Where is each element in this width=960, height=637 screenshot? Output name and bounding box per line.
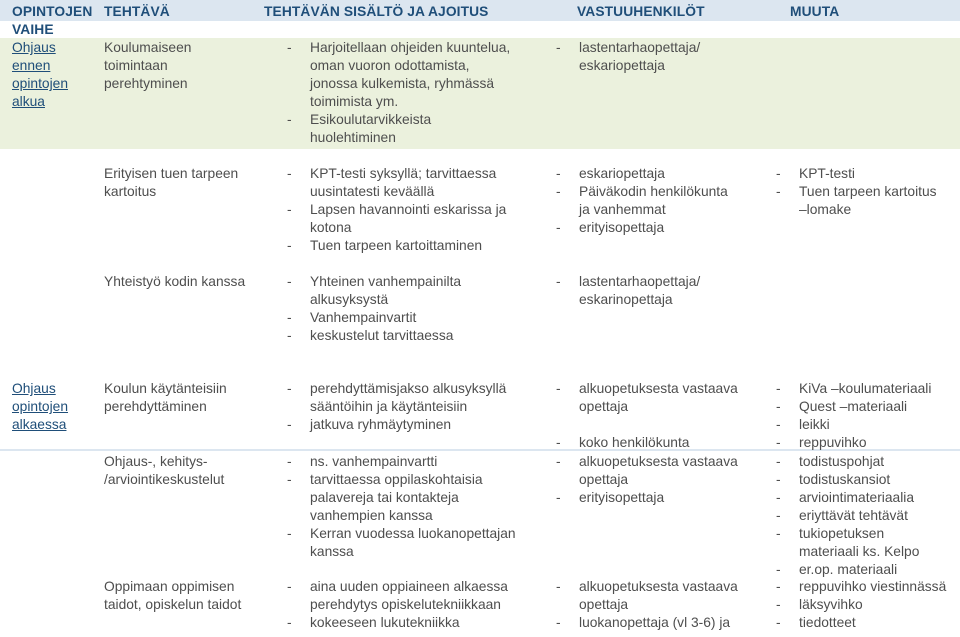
task-line: toimintaan <box>104 58 168 73</box>
content-list-item: - aina uuden oppiaineen alkaessa <box>287 578 508 596</box>
other-list-item: - reppuvihko viestinnässä <box>776 578 946 596</box>
responsible-cell <box>556 578 738 632</box>
responsible-list-item: opettaja <box>579 399 629 414</box>
content-list-item: - keskustelut tarvittaessa <box>287 327 461 345</box>
task-line: Erityisen tuen tarpeen <box>104 166 239 181</box>
content-list-item: kanssa <box>310 544 354 559</box>
header-content: TEHTÄVÄN SISÄLTÖ JA AJOITUS <box>264 4 489 19</box>
content-list-item: jonossa kulkemista, ryhmässä <box>310 76 495 91</box>
responsible-list-item: - lastentarhaopettaja/ <box>556 39 700 57</box>
task-cell <box>104 578 241 614</box>
header-phase: OPINTOJEN VAIHE <box>12 4 93 37</box>
responsible-list-item: - alkuopetuksesta vastaava <box>556 380 738 398</box>
task-line: perehdyttäminen <box>104 399 207 414</box>
content-list-item: - KPT-testi syksyllä; tarvittaessa <box>287 165 506 183</box>
content-list-item: - ns. vanhempainvartti <box>287 453 516 471</box>
task-cell <box>104 273 245 291</box>
task-cell <box>104 453 224 489</box>
other-list-item: –lomake <box>799 202 852 217</box>
content-list-item: huolehtiminen <box>310 130 396 145</box>
other-list-item: - läksyvihko <box>776 596 946 614</box>
responsible-list-item: - lastentarhaopettaja/ <box>556 273 700 291</box>
content-list-item: - perehdyttämisjakso alkusyksyllä <box>287 380 506 398</box>
task-line: Oppimaan oppimisen <box>104 579 235 594</box>
header-responsible: VASTUUHENKILÖT <box>577 4 705 19</box>
phase-during-label: Ohjaus opintojen alkaessa <box>12 381 69 432</box>
content-cell <box>287 165 506 255</box>
task-cell <box>104 380 227 416</box>
other-list-item: - KPT-testi <box>776 165 937 183</box>
content-list-item: - kokeeseen lukutekniikka <box>287 614 508 632</box>
content-list-item: palavereja tai kontakteja <box>310 490 459 505</box>
content-list-item: - Tuen tarpeen kartoittaminen <box>287 237 506 255</box>
content-cell <box>287 39 510 147</box>
header-other: MUUTA <box>790 4 840 19</box>
content-list-item: - Lapsen havannointi eskarissa ja <box>287 201 506 219</box>
responsible-cell <box>556 273 700 309</box>
responsible-cell <box>556 39 700 75</box>
content-list-item: alkusyksystä <box>310 292 389 307</box>
responsible-list-item: opettaja <box>579 597 629 612</box>
other-list-item: - arviointimateriaalia <box>776 489 919 507</box>
other-cell <box>776 578 946 632</box>
other-cell <box>776 165 937 219</box>
content-cell <box>287 380 506 434</box>
responsible-list-item: - erityisopettaja <box>556 489 738 507</box>
content-cell <box>287 273 461 345</box>
content-cell <box>287 578 508 632</box>
header-task: TEHTÄVÄ <box>104 4 170 19</box>
content-list-item: sääntöihin ja käytänteisiin <box>310 399 468 414</box>
content-list-item: oman vuoron odottamista, <box>310 58 470 73</box>
other-list-item: materiaali ks. Kelpo <box>799 544 920 559</box>
responsible-list-item: - eskariopettaja <box>556 165 728 183</box>
content-list-item: - Kerran vuodessa luokanopettajan <box>287 525 516 543</box>
responsible-list-item: opettaja <box>579 472 629 487</box>
responsible-list-item: - koko henkilökunta <box>556 434 738 452</box>
content-cell <box>287 453 516 561</box>
content-list-item: - Vanhempainvartit <box>287 309 461 327</box>
content-list-item: - jatkuva ryhmäytyminen <box>287 416 506 434</box>
responsible-list-item: eskarinopettaja <box>579 292 673 307</box>
task-line: Koulun käytänteisiin <box>104 381 227 396</box>
other-list-item: - todistuspohjat <box>776 453 919 471</box>
content-list-item: uusintatesti keväällä <box>310 184 435 199</box>
other-list-item: - er.op. materiaali <box>776 561 919 579</box>
responsible-list-item: - Päiväkodin henkilökunta <box>556 183 728 201</box>
other-list-item: - tukiopetuksen <box>776 525 919 543</box>
other-list-item: - KiVa –koulumateriaali <box>776 380 931 398</box>
content-list-item: - tarvittaessa oppilaskohtaisia <box>287 471 516 489</box>
other-list-item: - Tuen tarpeen kartoitus <box>776 183 937 201</box>
responsible-cell <box>556 453 738 507</box>
content-list-item: toimimista ym. <box>310 94 399 109</box>
responsible-list-item <box>556 416 738 434</box>
task-line: /arviointikeskustelut <box>104 472 225 487</box>
content-list-item: - Esikoulutarvikkeista <box>287 111 510 129</box>
responsible-list-item: - alkuopetuksesta vastaava <box>556 453 738 471</box>
other-cell <box>776 453 919 579</box>
phase-before-label: Ohjaus ennen opintojen alkua <box>12 40 69 109</box>
task-line: Yhteistyö kodin kanssa <box>104 274 246 289</box>
content-list-item: kotona <box>310 220 352 235</box>
task-cell <box>104 165 238 201</box>
task-line: taidot, opiskelun taidot <box>104 597 242 612</box>
other-list-item: - Quest –materiaali <box>776 398 931 416</box>
other-list-item: - leikki <box>776 416 931 434</box>
responsible-list-item: - erityisopettaja <box>556 219 728 237</box>
content-list-item: - Harjoitellaan ohjeiden kuuntelua, <box>287 39 510 57</box>
responsible-list-item: - alkuopetuksesta vastaava <box>556 578 738 596</box>
other-list-item: - tiedotteet <box>776 614 946 632</box>
other-list-item: - reppuvihko <box>776 434 931 452</box>
responsible-cell <box>556 380 738 452</box>
responsible-list-item: - luokanopettaja (vl 3-6) ja <box>556 614 738 632</box>
content-list-item: perehdytys opiskelutekniikkaan <box>310 597 501 612</box>
content-list-item: - Yhteinen vanhempainilta <box>287 273 461 291</box>
responsible-cell <box>556 165 728 237</box>
task-line: Ohjaus-, kehitys- <box>104 454 208 469</box>
other-list-item: - eriyttävät tehtävät <box>776 507 919 525</box>
other-cell <box>776 380 931 452</box>
responsible-list-item: ja vanhemmat <box>579 202 666 217</box>
task-line: kartoitus <box>104 184 157 199</box>
task-line: perehtyminen <box>104 76 188 91</box>
responsible-list-item: eskariopettaja <box>579 58 665 73</box>
content-list-item: vanhempien kanssa <box>310 508 433 523</box>
task-line: Koulumaiseen <box>104 40 192 55</box>
task-cell <box>104 39 191 93</box>
other-list-item: - todistuskansiot <box>776 471 919 489</box>
